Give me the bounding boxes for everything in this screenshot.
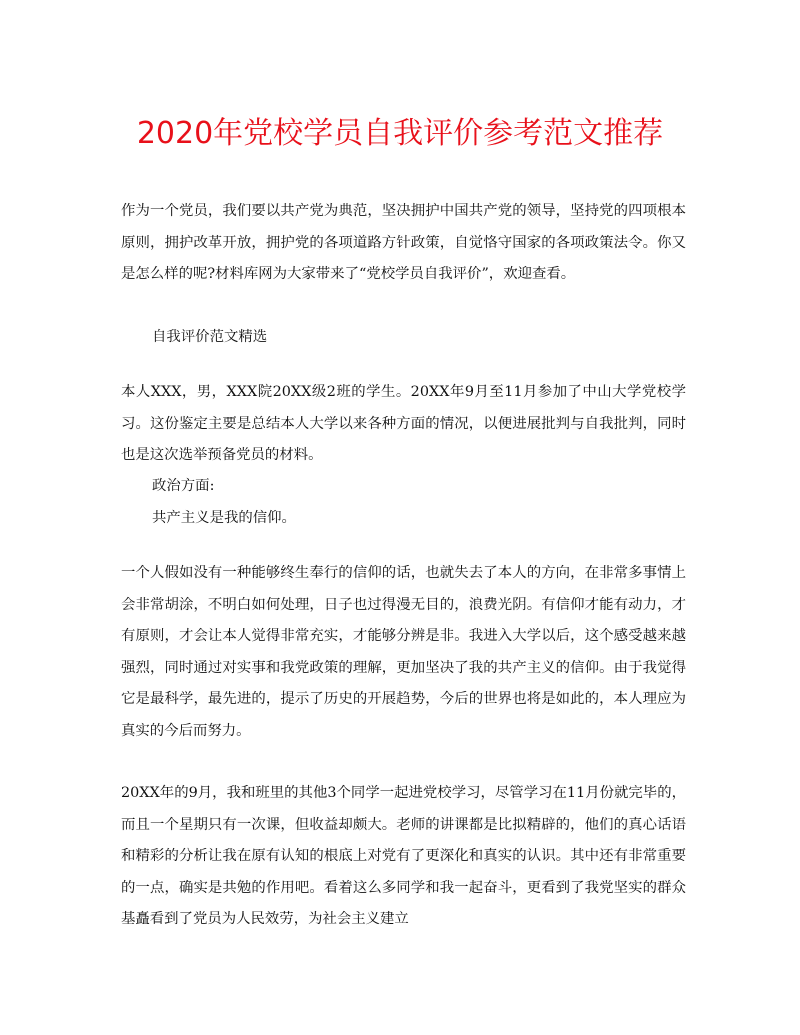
self-intro-paragraph: 本人XXX，男，XXX院20XX级2班的学生。20XX年9月至11月参加了中山大学党校学习。这份鉴定主要是总结本人大学以来各种方面的情况，以便进展批判与自我批判，同时也是这次选举预备党员的材料。 [121, 384, 686, 464]
study-paragraph: 20XX年的9月，我和班里的其他3个同学一起进党校学习，尽管学习在11月份就完毕的，而且一个星期只有一次课，但收益却颇大。老师的讲课都是比拟精辟的，他们的真心话语和精彩的分析让我在原有认知的根底上对党有了更深化和真实的认识。其中还有非常重要的一点，确实是共勉的作用吧。看着这么多同学和我一起奋斗，更看到了我党坚实的群众基矗看到了党员为人民效劳，为社会主义建立 [121, 785, 686, 928]
intro-paragraph: 作为一个党员，我们要以共产党为典范，坚决拥护中国共产党的领导，坚持党的四项根本原则，拥护改革开放，拥护党的各项道路方针政策，自觉恪守国家的各项政策法令。你又是怎么样的呢?材料库网为大家带来了“党校学员自我评价”，欢迎查看。 [121, 203, 686, 283]
belief-line: 共产主义是我的信仰。 [152, 510, 296, 526]
document-title: 2020年党校学员自我评价参考范文推荐 [136, 116, 664, 151]
belief-paragraph: 一个人假如没有一种能够终生奉行的信仰的话，也就失去了本人的方向，在非常多事情上会非常胡涂，不明白如何处理，日子也过得漫无目的，浪费光阴。有信仰才能有动力，才有原则，才会让本人觉得非常充实，才能够分辨是非。我进入大学以后，这个感受越来越强烈，同时通过对实事和我党政策的理解，更加坚决了我的共产主义的信仰。由于我觉得它是最科学，最先进的，提示了历史的开展趋势，今后的世界也将是如此的，本人理应为真实的今后而努力。 [121, 565, 686, 739]
section-heading: 自我评价范文精选 [152, 329, 268, 345]
politics-heading: 政治方面: [152, 478, 215, 494]
